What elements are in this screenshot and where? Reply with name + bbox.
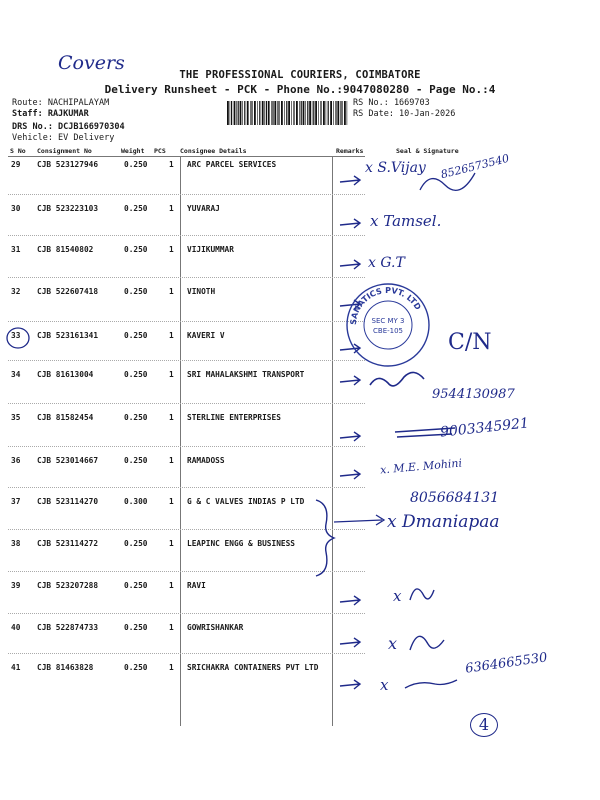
row-pcs: 1: [169, 204, 174, 213]
rs-date: RS Date: 10-Jan-2026: [353, 109, 456, 119]
sig-row-29: x S.Vijay: [365, 160, 426, 176]
stamp-line1: SEC MY 3: [371, 317, 405, 325]
phone-row-37: 8056684131: [410, 490, 500, 506]
row-consignee: SRI MAHALAKSHMI TRANSPORT: [187, 370, 305, 379]
phone-row-41: 6364665530: [464, 650, 549, 677]
row-consignee: VIJIKUMMAR: [187, 245, 234, 254]
stamp-line2: CBE-105: [373, 327, 403, 335]
row-sno: 32: [11, 287, 21, 296]
row-consignee: G & C VALVES INDIAS P LTD: [187, 497, 305, 506]
row-pcs: 1: [169, 456, 174, 465]
row-weight: 0.250: [124, 204, 148, 213]
col-remarks: Remarks: [336, 147, 364, 155]
sig-row-36: x. M.E. Mohini: [379, 456, 463, 477]
row-consignment-no: CJB 523127946: [37, 160, 99, 169]
drs-label: DRS No.: DCJB166970304: [12, 122, 125, 132]
row-consignee: STERLINE ENTERPRISES: [187, 413, 281, 422]
row-weight: 0.250: [124, 245, 148, 254]
phone-row-35: 9003345921: [439, 415, 530, 441]
row-weight: 0.250: [124, 663, 148, 672]
row-sno: 39: [11, 581, 21, 590]
row-weight: 0.250: [124, 623, 148, 632]
row-pcs: 1: [169, 663, 174, 672]
row-pcs: 1: [169, 160, 174, 169]
row-consignment-no: CJB 523114272: [37, 539, 99, 548]
row-consignee: ARC PARCEL SERVICES: [187, 160, 277, 169]
handwritten-note: Covers: [58, 52, 125, 74]
sig-row-41-x: x: [380, 676, 389, 694]
row-consignee: YUVARAJ: [187, 204, 220, 213]
row-pcs: 1: [169, 370, 174, 379]
stamp-ring-text: SANATICS PVT. LTD: [348, 285, 423, 326]
page-mark: 4: [470, 713, 498, 737]
row-weight: 0.300: [124, 497, 148, 506]
phone-row-29: 8526573540: [439, 151, 511, 182]
sig-row-30: x Tamsel.: [370, 212, 442, 230]
row-sno: 35: [11, 413, 21, 422]
row-consignee: VINOTH: [187, 287, 216, 296]
row-pcs: 1: [169, 287, 174, 296]
sig-row-39: x: [393, 587, 402, 605]
col-sno: S No: [10, 147, 26, 155]
row-consignee: RAMADOSS: [187, 456, 225, 465]
note-row-33: C/N: [448, 330, 492, 355]
sig-row-40: x: [388, 634, 398, 653]
row-consignee: KAVERI V: [187, 331, 225, 340]
row-sno: 36: [11, 456, 21, 465]
row-sno: 37: [11, 497, 21, 506]
row-weight: 0.250: [124, 539, 148, 548]
row-consignee: RAVI: [187, 581, 206, 590]
phone-row-34: 9544130987: [432, 387, 515, 402]
col-weight: Weight: [121, 147, 145, 155]
col-consignment: Consignment No: [37, 147, 92, 155]
row-sno: 29: [11, 160, 21, 169]
row-consignment-no: CJB 523014667: [37, 456, 99, 465]
row-consignment-no: CJB 81463828: [37, 663, 94, 672]
vehicle-label: Vehicle: EV Delivery: [12, 133, 115, 143]
row-sno: 34: [11, 370, 21, 379]
rs-number: RS No.: 1669703: [353, 98, 430, 108]
row-sno: 38: [11, 539, 21, 548]
row-pcs: 1: [169, 331, 174, 340]
row-consignment-no: CJB 522874733: [37, 623, 99, 632]
row-weight: 0.250: [124, 413, 148, 422]
row-pcs: 1: [169, 497, 174, 506]
row-weight: 0.250: [124, 456, 148, 465]
row-weight: 0.250: [124, 287, 148, 296]
sig-row-38: x Dmaniapaa: [387, 512, 500, 532]
row-pcs: 1: [169, 245, 174, 254]
row-consignment-no: CJB 523223103: [37, 204, 99, 213]
row-pcs: 1: [169, 413, 174, 422]
col-pcs: PCS: [154, 147, 166, 155]
row-sno: 40: [11, 623, 21, 632]
row-pcs: 1: [169, 623, 174, 632]
staff-label: Staff: RAJKUMAR: [12, 109, 89, 119]
row-consignee: GOWRISHANKAR: [187, 623, 244, 632]
row-sno: 30: [11, 204, 21, 213]
row-sno: 33: [11, 331, 21, 340]
row-consignment-no: CJB 81540802: [37, 245, 94, 254]
col-seal-signature: Seal & Signature: [396, 147, 459, 155]
row-sno: 31: [11, 245, 21, 254]
row-sno: 41: [11, 663, 21, 672]
row-weight: 0.250: [124, 581, 148, 590]
row-weight: 0.250: [124, 370, 148, 379]
route-label: Route: NACHIPALAYAM: [12, 98, 110, 108]
row-pcs: 1: [169, 539, 174, 548]
col-consignee: Consignee Details: [180, 147, 247, 155]
row-consignment-no: CJB 81582454: [37, 413, 94, 422]
row-consignment-no: CJB 523114270: [37, 497, 99, 506]
runsheet-title: Delivery Runsheet - PCK - Phone No.:9047080280 - Page No.:4: [104, 83, 496, 96]
row-consignment-no: CJB 522607418: [37, 287, 99, 296]
sig-row-31: x G.T: [368, 255, 405, 271]
row-consignee: SRICHAKRA CONTAINERS PVT LTD: [187, 663, 319, 672]
company-stamp: [345, 282, 431, 368]
company-title: THE PROFESSIONAL COURIERS, COIMBATORE: [179, 69, 421, 81]
row-weight: 0.250: [124, 160, 148, 169]
row-weight: 0.250: [124, 331, 148, 340]
row-consignment-no: CJB 523161341: [37, 331, 99, 340]
row-pcs: 1: [169, 581, 174, 590]
row-consignee: LEAPINC ENGG & BUSINESS: [187, 539, 295, 548]
row-consignment-no: CJB 81613004: [37, 370, 94, 379]
row-consignment-no: CJB 523207288: [37, 581, 99, 590]
